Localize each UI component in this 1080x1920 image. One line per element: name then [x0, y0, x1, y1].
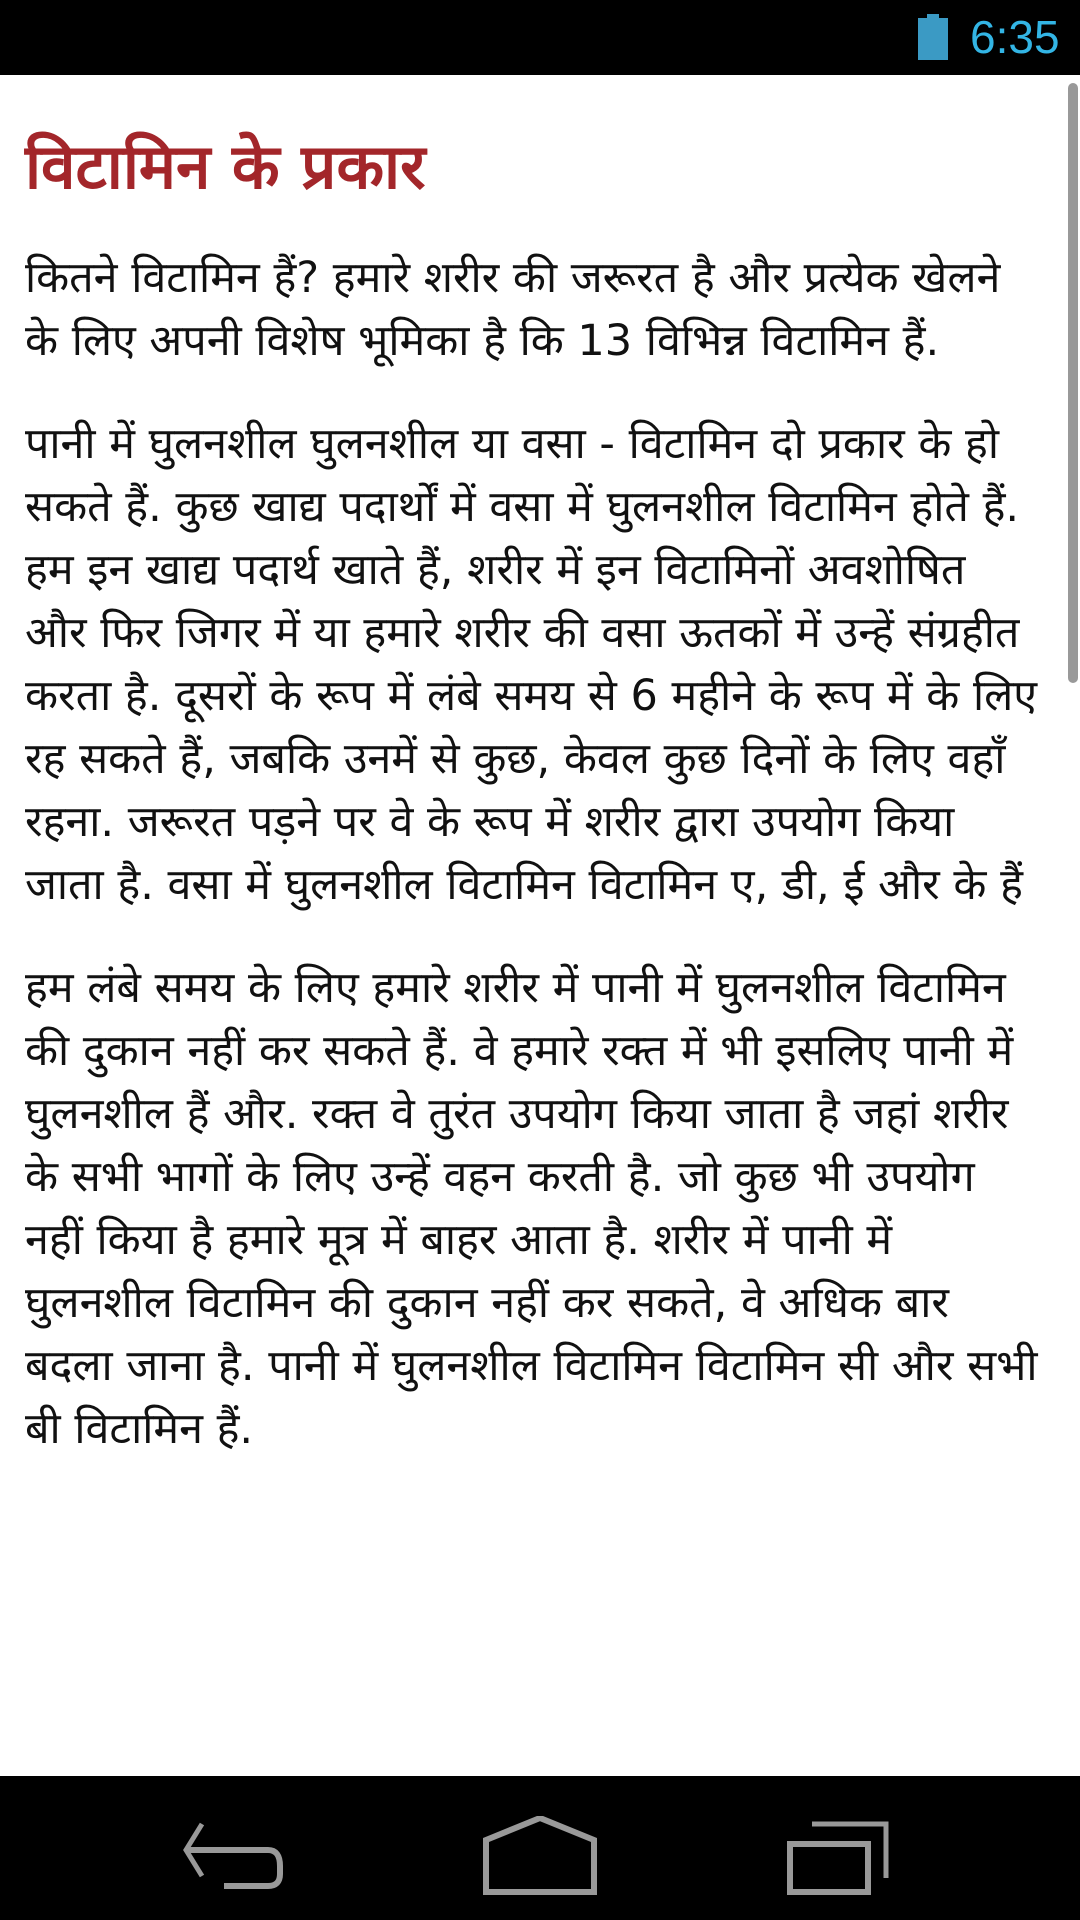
paragraph-3: हम लंबे समय के लिए हमारे शरीर में पानी में घुलनशील विटामिन की दुकान नहीं कर सकते हैं. वे हमारे रक्त में भी इसलिए पानी में घुलनशील हैं और. रक्त वे तुरंत उपयोग किया जाता है जहां शरीर के सभी भागों के लिए उन्हें वहन करती है. जो कुछ भी उपयोग नहीं किया है हमारे मूत्र में बाहर आता है. शरीर में पानी में घुलनशील विटामिन की दुकान नहीं कर सकते, वे अधिक बार बदला जाना है. पानी में घुलनशील विटामिन विटामिन सी और सभी बी विटामिन हैं.: [25, 963, 1038, 1454]
navigation-bar: [0, 1776, 1080, 1920]
home-icon[interactable]: [482, 1816, 598, 1896]
battery-full-icon: [918, 14, 948, 60]
clock: 6:35: [970, 11, 1060, 63]
paragraph-2: पानी में घुलनशील घुलनशील या वसा - विटामिन दो प्रकार के हो सकते हैं. कुछ खाद्य पदार्थों में वसा में घुलनशील विटामिन होते हैं. हम इन खाद्य पदार्थ खाते हैं, शरीर में इन विटामिनों अवशोषित और फिर जिगर में या हमारे शरीर की वसा ऊतकों में उन्हें संग्रहीत करता है. दूसरों के रूप में लंबे समय से 6 महीने के रूप में के लिए रह सकते हैं, जबकि उनमें से कुछ, केवल कुछ दिनों के लिए वहाँ रहना. जरूरत पड़ने पर वे के रूप में शरीर द्वारा उपयोग किया जाता है. वसा में घुलनशील विटामिन विटामिन ए, डी, ई और के हैं: [25, 419, 1038, 910]
status-bar: [0, 0, 1080, 75]
recents-icon[interactable]: [786, 1816, 896, 1896]
scrollbar[interactable]: [1068, 83, 1078, 683]
page-title: विटामिन के प्रकार: [25, 130, 426, 203]
back-icon[interactable]: [180, 1816, 290, 1896]
article-scroll-view[interactable]: [0, 75, 1080, 1776]
paragraph-1: कितने विटामिन हैं? हमारे शरीर की जरूरत है और प्रत्येक खेलने के लिए अपनी विशेष भूमिका है कि 13 विभिन्न विटामिन हैं.: [25, 253, 1001, 366]
